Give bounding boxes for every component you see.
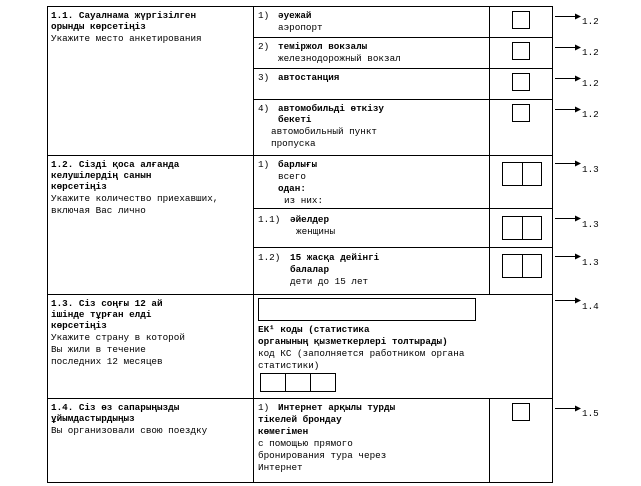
q2-title-line3: көрсетіңіз (51, 181, 107, 192)
q3-code-kz-line2: органының қызметкерлері толтырады) (258, 336, 448, 347)
q2-subtitle-line1: Укажите количество приехавших, (51, 193, 219, 204)
section-divider (47, 155, 553, 156)
q1-opt2-checkbox[interactable] (512, 42, 530, 60)
q4-title-line1: 1.4. Сіз өз сапарыңызды (51, 402, 180, 413)
q3-title-line3: көрсетіңіз (51, 320, 107, 331)
table-border-left (47, 6, 48, 482)
q3-subtitle-line1: Укажите страну в которой (51, 332, 185, 343)
skip-arrow-icon (555, 160, 581, 167)
q4-opt1-ru-line2: бронирования тура через (258, 450, 387, 461)
q2-subtitle-line2: включая Вас лично (51, 205, 146, 216)
row-divider (253, 99, 553, 100)
table-border-top (47, 6, 553, 7)
table-divider-col1 (253, 6, 254, 482)
q2-row3-kz-line1: 15 жасқа дейінгі (290, 252, 380, 263)
section-divider (47, 294, 553, 295)
skip-arrow-icon (555, 106, 581, 113)
q2-title-line2: келушілердің санын (51, 170, 152, 181)
q2-row2-ru: женщины (296, 226, 336, 237)
table-border-bottom (47, 482, 553, 483)
q2-row2-kz: әйелдер (290, 214, 330, 225)
q1-opt3-num: 3) (258, 72, 270, 83)
q4-title-line2: ұйымдастырдыңыз (51, 413, 135, 424)
q2-row2-jump: 1.3 (582, 219, 599, 230)
q1-opt1-kz: әуежай (278, 10, 312, 21)
q3-country-code-input[interactable] (260, 373, 336, 392)
q1-opt4-num: 4) (258, 103, 270, 114)
q2-women-input[interactable] (502, 216, 542, 240)
q2-row2-num: 1.1) (258, 214, 281, 225)
q1-opt2-ru: железнодорожный вокзал (278, 53, 401, 64)
q2-row3-jump: 1.3 (582, 257, 599, 268)
q4-opt1-kz-line2: тікелей брондау (258, 414, 342, 425)
skip-arrow-icon (555, 215, 581, 222)
q3-country-input[interactable] (258, 298, 476, 321)
table-divider-col3 (552, 6, 553, 482)
q1-opt2-jump: 1.2 (582, 47, 599, 58)
q1-opt3-jump: 1.2 (582, 78, 599, 89)
skip-arrow-icon (555, 13, 581, 20)
q3-code-ru-line1: код КС (заполняется работником органа (258, 348, 465, 359)
q1-opt1-checkbox[interactable] (512, 11, 530, 29)
q2-children-input[interactable] (502, 254, 542, 278)
q1-opt4-kz-line1: автомобильді өткізу (278, 103, 385, 114)
q3-code-kz-line1: ЕК¹ коды (статистика (258, 324, 370, 335)
q4-opt1-kz-line1: Интернет арқылы турды (278, 402, 396, 413)
q4-opt1-ru-line3: Интернет (258, 462, 303, 473)
table-divider-col2 (489, 6, 490, 294)
table-divider-col2-lower (489, 398, 490, 482)
skip-arrow-icon (555, 405, 581, 412)
q2-total-input[interactable] (502, 162, 542, 186)
q1-opt2-kz: теміржол вокзалы (278, 41, 368, 52)
q1-opt4-checkbox[interactable] (512, 104, 530, 122)
q1-opt1-jump: 1.2 (582, 16, 599, 27)
q1-opt1-num: 1) (258, 10, 270, 21)
section-divider (47, 398, 553, 399)
q2-row1-ru2: из них: (284, 195, 324, 206)
skip-arrow-icon (555, 75, 581, 82)
q2-row3-ru: дети до 15 лет (290, 276, 369, 287)
q4-subtitle: Вы организовали свою поездку (51, 425, 208, 436)
q1-opt4-kz-line2: бекеті (278, 114, 312, 125)
q4-jump: 1.5 (582, 408, 599, 419)
q1-title-line1: 1.1. Сауалнама жүргізілген (51, 10, 197, 21)
skip-arrow-icon (555, 44, 581, 51)
q1-opt3-checkbox[interactable] (512, 73, 530, 91)
q3-jump: 1.4 (582, 301, 599, 312)
q3-code-ru-line2: статистики) (258, 360, 320, 371)
q1-opt4-ru-line1: автомобильный пункт (271, 126, 378, 137)
q3-title-line2: ішінде тұрған елді (51, 309, 152, 320)
q1-title-line2: орынды көрсетіңіз (51, 21, 146, 32)
q3-subtitle-line3: последних 12 месяцев (51, 356, 163, 367)
q3-title-line1: 1.3. Сіз соңғы 12 ай (51, 298, 163, 309)
row-divider (253, 208, 553, 209)
q4-opt1-num: 1) (258, 402, 270, 413)
q1-opt1-ru: аэропорт (278, 22, 323, 33)
q1-opt2-num: 2) (258, 41, 270, 52)
q1-subtitle: Укажите место анкетирования (51, 33, 202, 44)
row-divider (253, 37, 553, 38)
q2-title-line1: 1.2. Сізді қоса алғанда (51, 159, 180, 170)
q2-row3-kz-line2: балалар (290, 264, 330, 275)
q2-row1-kz: барлығы (278, 159, 318, 170)
q2-row1-num: 1) (258, 159, 270, 170)
q3-subtitle-line2: Вы жили в течение (51, 344, 146, 355)
row-divider (253, 68, 553, 69)
q2-row1-jump: 1.3 (582, 164, 599, 175)
q2-row3-num: 1.2) (258, 252, 281, 263)
skip-arrow-icon (555, 297, 581, 304)
q2-row1-ru: всего (278, 171, 306, 182)
q1-opt4-ru-line2: пропуска (271, 138, 316, 149)
q1-opt3-kz: автостанция (278, 72, 340, 83)
q4-opt1-kz-line3: көмегімен (258, 426, 309, 437)
q4-opt1-checkbox[interactable] (512, 403, 530, 421)
q2-row1-kz2: одан: (278, 183, 306, 194)
q1-opt4-jump: 1.2 (582, 109, 599, 120)
row-divider (253, 247, 553, 248)
q4-opt1-ru-line1: с помощью прямого (258, 438, 353, 449)
skip-arrow-icon (555, 253, 581, 260)
